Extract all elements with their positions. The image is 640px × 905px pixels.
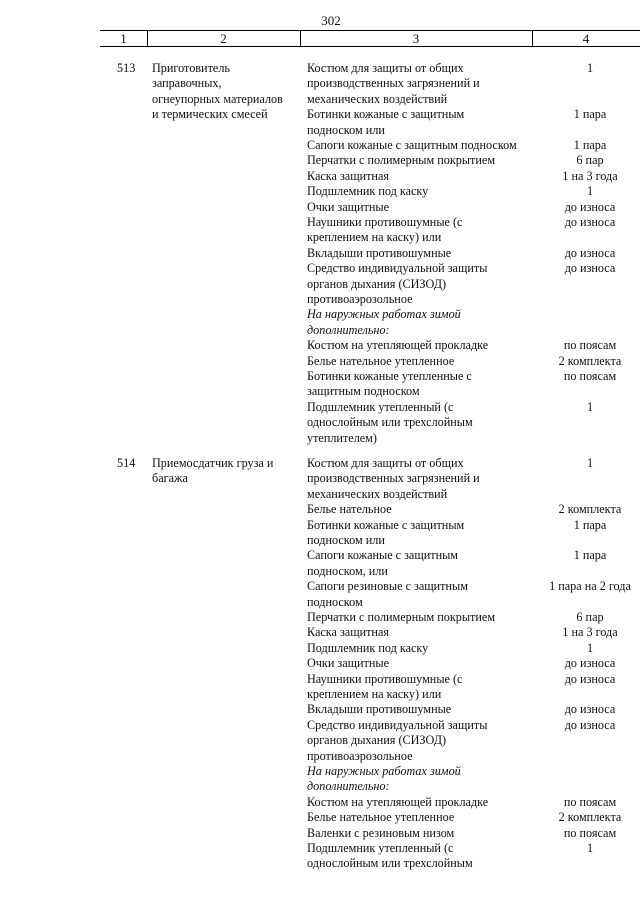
item-quantity: по поясам	[563, 369, 617, 383]
item-line: Каска защитная	[307, 168, 389, 183]
item-line: механических воздействий	[307, 486, 448, 501]
item-line: подноском, или	[307, 563, 388, 578]
item-quantity: 1 пара	[573, 138, 607, 152]
item-line: Средство индивидуальной защиты	[307, 717, 488, 732]
item-quantity: 1 пара	[573, 517, 607, 532]
item-quantity: по поясам	[563, 825, 617, 840]
item-line: Средство индивидуальной защиты	[307, 261, 488, 276]
item-line: Сапоги кожаные с защитным	[307, 548, 458, 563]
item-line: Костюм на утепляющей прокладке	[307, 338, 489, 353]
item-quantity: до износа	[564, 261, 616, 276]
page-number: 302	[321, 13, 341, 28]
item-line: Подшлемник утепленный (с	[307, 399, 454, 414]
entry-title-line: Приемосдатчик груза и	[152, 456, 274, 470]
item-line: Вкладыши противошумные	[307, 702, 452, 717]
item-line: механических воздействий	[307, 91, 448, 106]
section-note-line: На наружных работах зимой	[307, 764, 461, 778]
section-note-line: дополнительно:	[307, 779, 390, 794]
header-col-2: 2	[220, 31, 227, 46]
entry-title-line: огнеупорных материалов	[152, 91, 283, 106]
item-line: Очки защитные	[307, 656, 389, 671]
item-line: Валенки с резиновым низом	[307, 825, 455, 840]
item-line: Наушники противошумные (с	[307, 671, 463, 686]
item-quantity: 2 комплекта	[558, 502, 622, 517]
item-quantity: 1 на 3 года	[562, 625, 618, 640]
item-line: органов дыхания (СИЗОД)	[307, 276, 447, 291]
item-line: подноском или	[307, 533, 385, 547]
item-quantity: 1 пара на 2 года	[549, 579, 631, 594]
item-line: однослойным или трехслойным	[307, 856, 473, 871]
section-note-line: На наружных работах зимой	[307, 307, 461, 322]
item-line: Вкладыши противошумные	[307, 245, 452, 260]
item-line: Очки защитные	[307, 199, 389, 214]
item-quantity: до износа	[564, 671, 616, 686]
item-line: противоаэрозольное	[307, 748, 413, 763]
item-quantity: до износа	[564, 702, 616, 717]
item-quantity: по поясам	[563, 794, 617, 809]
item-line: Костюм для защиты от общих	[307, 61, 464, 75]
table-header	[100, 30, 640, 47]
item-quantity: 1	[586, 456, 594, 470]
item-line: органов дыхания (СИЗОД)	[307, 733, 447, 748]
item-quantity: 1	[586, 61, 594, 75]
item-quantity: по поясам	[563, 338, 617, 353]
item-quantity: 1 пара	[573, 548, 607, 563]
item-line: противоаэрозольное	[307, 292, 413, 306]
item-quantity: до износа	[564, 717, 616, 732]
item-line: Ботинки кожаные с защитным	[307, 107, 465, 122]
entry-title-line: заправочных,	[152, 76, 222, 91]
item-quantity: до износа	[564, 245, 616, 260]
entry-title-line: и термических смесей	[152, 107, 268, 122]
item-line: Каска защитная	[307, 625, 389, 640]
item-line: Белье нательное	[307, 502, 392, 517]
item-quantity: 1	[586, 399, 594, 414]
header-col-4: 4	[582, 31, 590, 46]
item-line: Ботинки кожаные с защитным	[307, 517, 465, 532]
section-note-line: дополнительно:	[307, 322, 390, 337]
item-line: подноском	[307, 594, 363, 609]
item-line: Костюм для защиты от общих	[307, 456, 464, 470]
item-line: креплением на каску) или	[307, 687, 442, 701]
header-col-1: 1	[120, 31, 127, 46]
item-quantity: 1	[586, 184, 594, 199]
item-line: Сапоги кожаные с защитным подноском	[307, 138, 517, 152]
item-quantity: 2 комплекта	[558, 810, 622, 825]
item-line: Наушники противошумные (с	[307, 215, 463, 229]
header-col-3: 3	[412, 31, 420, 46]
item-line: Подшлемник утепленный (с	[307, 841, 454, 855]
item-quantity: 1	[586, 841, 594, 855]
item-line: Сапоги резиновые с защитным	[307, 579, 468, 594]
item-line: однослойным или трехслойным	[307, 415, 473, 430]
item-quantity: 6 пар	[576, 610, 604, 624]
item-line: производственных загрязнений и	[307, 76, 480, 91]
item-quantity: 1 на 3 года	[562, 168, 618, 183]
item-line: Белье нательное утепленное	[307, 353, 455, 368]
item-line: Подшлемник под каску	[307, 184, 429, 199]
item-quantity: 6 пар	[576, 153, 604, 168]
entry-title-line: багажа	[152, 471, 188, 486]
item-line: Костюм на утепляющей прокладке	[307, 794, 489, 809]
item-line: подноском или	[307, 122, 385, 137]
item-quantity: до износа	[564, 215, 616, 229]
item-line: производственных загрязнений и	[307, 471, 480, 486]
item-line: Белье нательное утепленное	[307, 810, 455, 825]
entry-number: 513	[117, 61, 136, 75]
item-line: креплением на каску) или	[307, 230, 442, 245]
entry-number: 514	[117, 456, 136, 470]
item-line: утеплителем)	[307, 430, 377, 445]
item-line: Перчатки с полимерным покрытием	[307, 153, 496, 168]
entry-title-line: Приготовитель	[152, 61, 230, 75]
item-line: Ботинки кожаные утепленные с	[307, 369, 472, 383]
item-quantity: до износа	[564, 656, 616, 671]
item-line: Перчатки с полимерным покрытием	[307, 610, 496, 624]
item-line: защитным подноском	[307, 384, 420, 399]
item-quantity: до износа	[564, 199, 616, 214]
item-line: Подшлемник под каску	[307, 640, 429, 655]
item-quantity: 1 пара	[573, 107, 607, 122]
item-quantity: 2 комплекта	[558, 353, 622, 368]
item-quantity: 1	[586, 640, 594, 655]
